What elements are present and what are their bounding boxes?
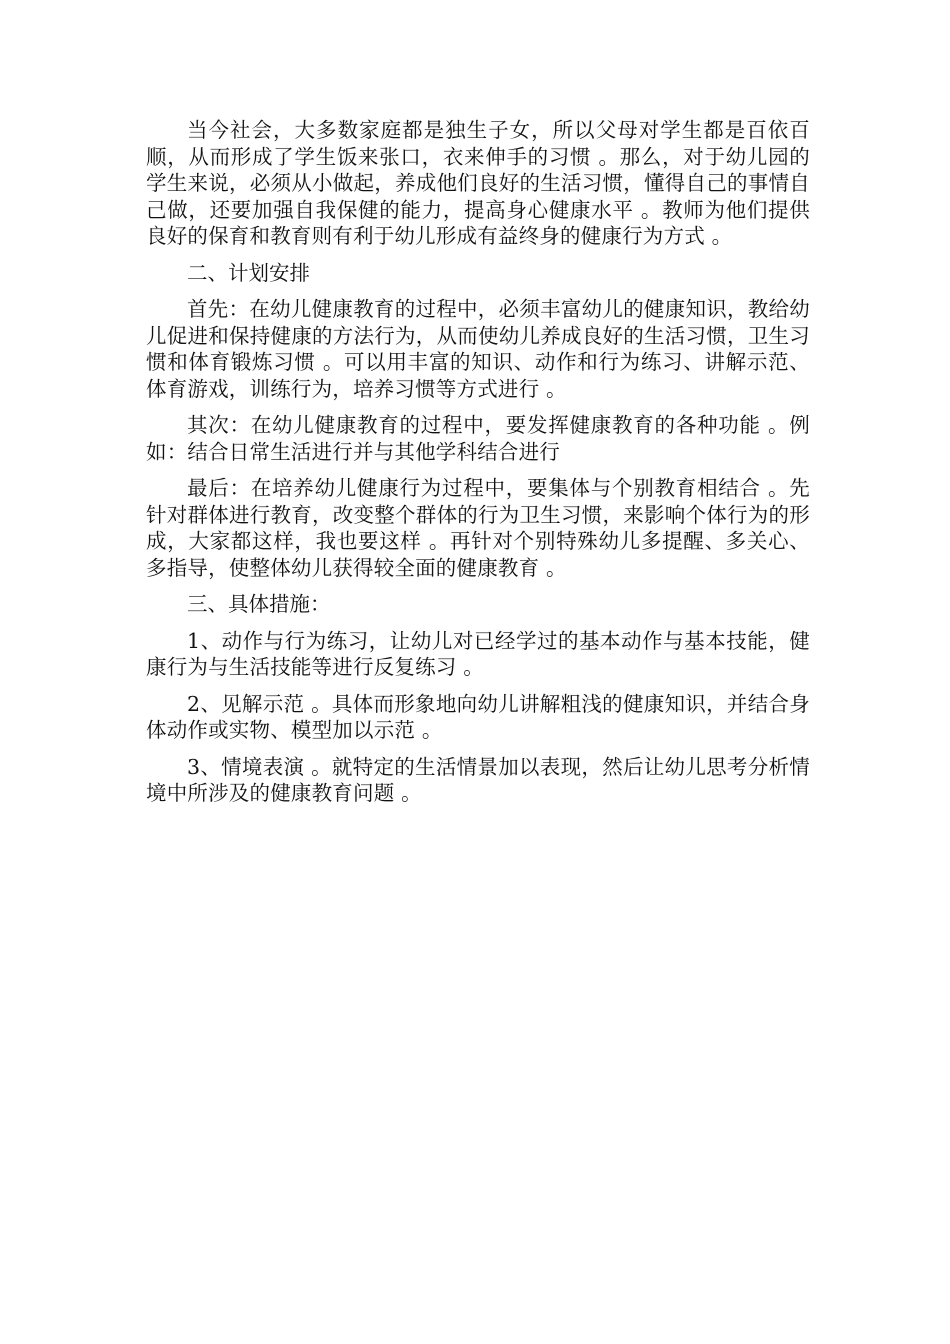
plan-first-paragraph: 首先：在幼儿健康教育的过程中，必须丰富幼儿的健康知识，教给幼儿促进和保持健康的方法行为，从而使幼儿养成良好的生活习惯，卫生习惯和体育锻炼习惯 。可以用丰富的知识、动作和行为练习、讲解示范、体育游戏，训练行为，培养习惯等方式进行 。 [146, 297, 810, 401]
section-heading-plan: 二、计划安排 [187, 260, 310, 285]
plan-second-paragraph: 其次：在幼儿健康教育的过程中，要发挥健康教育的各种功能 。例如：结合日常生活进行并与其他学科结合进行 [146, 413, 810, 464]
plan-last-paragraph: 最后：在培养幼儿健康行为过程中，要集体与个别教育相结合 。先针对群体进行教育，改变整个群体的行为卫生习惯，来影响个体行为的形成，大家都这样，我也要这样 。再针对个别特殊幼儿多提醒、多关心、多指导，使整体幼儿获得较全面的健康教育 。 [146, 476, 810, 580]
measure-item-1: 1、动作与行为练习，让幼儿对已经学过的基本动作与基本技能，健康行为与生活技能等进行反复练习 。 [146, 628, 810, 679]
intro-paragraph: 当今社会，大多数家庭都是独生子女，所以父母对学生都是百依百顺，从而形成了学生饭来张口，衣来伸手的习惯 。那么，对于幼儿园的学生来说，必须从小做起，养成他们良好的生活习惯，懂得自己的事情自己做，还要加强自我保健的能力，提高身心健康水平 。教师为他们提供良好的保育和教育则有利于幼儿形成有益终身的健康行为方式 。 [146, 118, 810, 248]
section-heading-measures: 三、具体措施： [187, 592, 331, 616]
measure-item-3: 3、情境表演 。就特定的生活情景加以表现，然后让幼儿思考分析情境中所涉及的健康教育问题 。 [146, 754, 810, 805]
document-body [146, 117, 810, 817]
measure-item-2: 2、见解示范 。具体而形象地向幼儿讲解粗浅的健康知识，并结合身体动作或实物、模型加以示范 。 [146, 691, 810, 742]
